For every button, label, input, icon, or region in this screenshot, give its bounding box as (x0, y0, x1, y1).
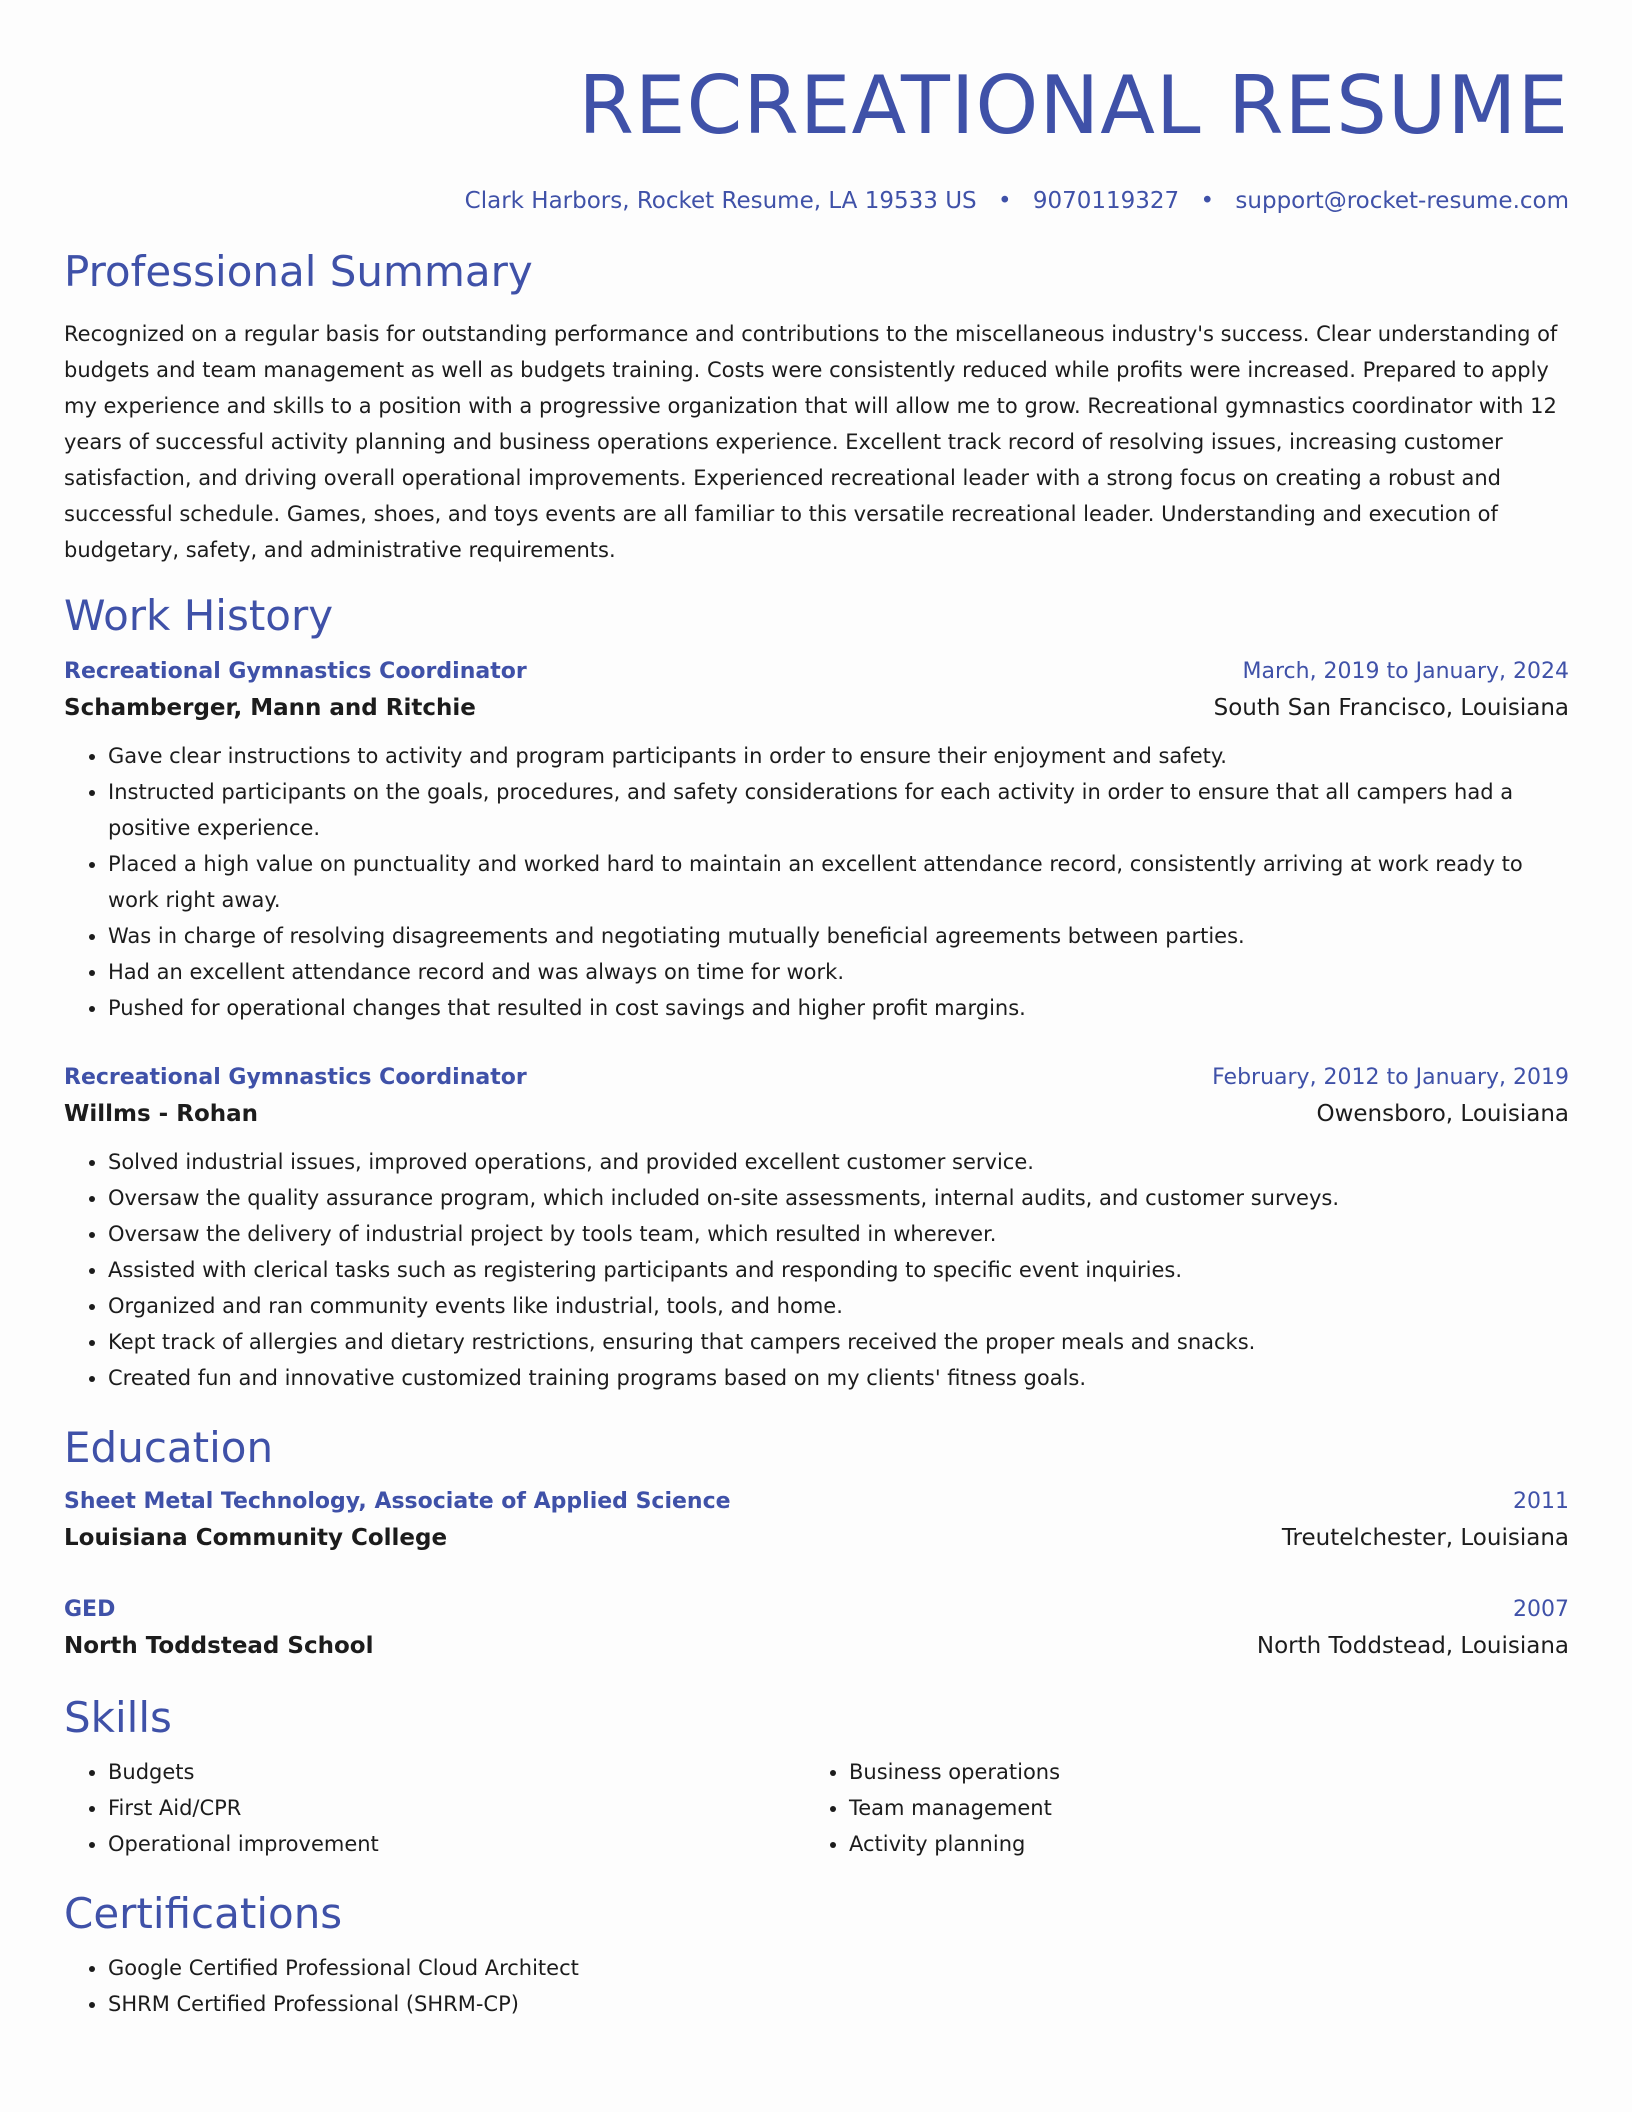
education-location: North Toddstead, Louisiana (1256, 1633, 1569, 1659)
job-location: Owensboro, Louisiana (1316, 1101, 1569, 1127)
education-school-row (64, 1518, 1569, 1558)
skills-column-right (805, 1754, 1546, 1862)
job-bullet: • Pushed for operational changes that resulted in cost savings and higher profit margins. (108, 990, 1569, 1026)
job-company-row (64, 1094, 1569, 1134)
education-degree-row (64, 1594, 1569, 1626)
job-title: Recreational Gymnastics Coordinator (64, 1065, 527, 1090)
skills-section (64, 1692, 1569, 1862)
skill-item: • Team management (849, 1790, 1546, 1826)
summary-section (64, 246, 1569, 568)
job-title-row (64, 1062, 1569, 1094)
job-company: Willms - Rohan (64, 1101, 259, 1127)
education-school: North Toddstead School (64, 1633, 374, 1659)
document-title: RECREATIONAL RESUME (578, 59, 1569, 152)
job-dates: February, 2012 to January, 2019 (1212, 1065, 1569, 1090)
job-bullet: • Gave clear instructions to activity and program participants in order to ensure their enjoyment and safety. (108, 738, 1569, 774)
contact-address: Clark Harbors, Rocket Resume, LA 19533 US (464, 188, 977, 214)
summary-text: Recognized on a regular basis for outstanding performance and contributions to the miscellaneous industry's success. Clear understanding of budgets and team management as well as budgets training. Costs were consistently reduced while profits were increased. Prepared to apply my experience and skills to a position with a progressive organization that will allow me to grow. Recreational gymnastics coordinator with 12 years of successful activity planning and business operations experience. Excellent track record of resolving issues, increasing customer satisfaction, and driving overall operational improvements. Experienced recreational leader with a strong focus on creating a robust and successful schedule. Games, shoes, and toys events are all familiar to this versatile recreational leader. Understanding and execution of budgetary, safety, and administrative requirements. (64, 322, 1558, 562)
job-dates: March, 2019 to January, 2024 (1242, 659, 1569, 684)
education-section (64, 1422, 1569, 1666)
contact-email: support@rocket-resume.com (1235, 188, 1569, 214)
contact-separator: • (1200, 188, 1215, 214)
job-title: Recreational Gymnastics Coordinator (64, 659, 527, 684)
certifications-list (64, 1950, 1569, 2022)
skill-item: • Operational improvement (108, 1826, 805, 1862)
education-entry (64, 1486, 1569, 1558)
resume-header (64, 56, 1569, 216)
certification-item: • Google Certified Professional Cloud Architect (108, 1950, 1569, 1986)
education-location: Treutelchester, Louisiana (1281, 1525, 1569, 1551)
contact-separator: • (997, 188, 1012, 214)
certifications-section (64, 1888, 1569, 2022)
job-bullets (64, 1144, 1569, 1396)
contact-phone: 9070119327 (1032, 188, 1180, 214)
summary-heading: Professional Summary (64, 247, 533, 296)
education-year: 2007 (1513, 1597, 1569, 1622)
work-history-section (64, 590, 1569, 1396)
education-school-row (64, 1626, 1569, 1666)
job-bullet: • Oversaw the delivery of industrial project by tools team, which resulted in wherever. (108, 1216, 1569, 1252)
skills-heading: Skills (64, 1693, 172, 1742)
job-entry (64, 1062, 1569, 1396)
education-school: Louisiana Community College (64, 1525, 448, 1551)
skill-item: • Budgets (108, 1754, 805, 1790)
contact-line (64, 186, 1569, 216)
skill-item: • Business operations (849, 1754, 1546, 1790)
job-entry (64, 656, 1569, 1026)
skill-item: • Activity planning (849, 1826, 1546, 1862)
certifications-heading: Certifications (64, 1889, 343, 1938)
education-heading: Education (64, 1423, 274, 1472)
skills-column-left (64, 1754, 805, 1862)
job-bullet: • Instructed participants on the goals, procedures, and safety considerations for each activity in order to ensure that all campers had a positive experience. (108, 774, 1569, 846)
job-bullet: • Oversaw the quality assurance program, which included on-site assessments, internal audits, and customer surveys. (108, 1180, 1569, 1216)
education-degree: Sheet Metal Technology, Associate of Applied Science (64, 1489, 731, 1514)
certification-item: • SHRM Certified Professional (SHRM-CP) (108, 1986, 1569, 2022)
skill-item: • First Aid/CPR (108, 1790, 805, 1826)
job-company: Schamberger, Mann and Ritchie (64, 695, 476, 721)
job-bullet: • Was in charge of resolving disagreements and negotiating mutually beneficial agreements between parties. (108, 918, 1569, 954)
job-bullet: • Created fun and innovative customized training programs based on my clients' fitness goals. (108, 1360, 1569, 1396)
education-entry (64, 1594, 1569, 1666)
education-degree-row (64, 1486, 1569, 1518)
job-bullet: • Placed a high value on punctuality and worked hard to maintain an excellent attendance record, consistently arriving at work ready to work right away. (108, 846, 1569, 918)
job-bullet: • Kept track of allergies and dietary restrictions, ensuring that campers received the proper meals and snacks. (108, 1324, 1569, 1360)
education-degree: GED (64, 1597, 116, 1622)
job-bullet: • Had an excellent attendance record and was always on time for work. (108, 954, 1569, 990)
job-bullet: • Organized and ran community events like industrial, tools, and home. (108, 1288, 1569, 1324)
education-year: 2011 (1513, 1489, 1569, 1514)
job-bullets (64, 738, 1569, 1026)
job-title-row (64, 656, 1569, 688)
job-bullet: • Solved industrial issues, improved operations, and provided excellent customer service. (108, 1144, 1569, 1180)
job-company-row (64, 688, 1569, 728)
skills-grid (64, 1754, 1569, 1862)
job-location: South San Francisco, Louisiana (1213, 695, 1569, 721)
job-bullet: • Assisted with clerical tasks such as registering participants and responding to specific event inquiries. (108, 1252, 1569, 1288)
work-history-heading: Work History (64, 591, 334, 640)
